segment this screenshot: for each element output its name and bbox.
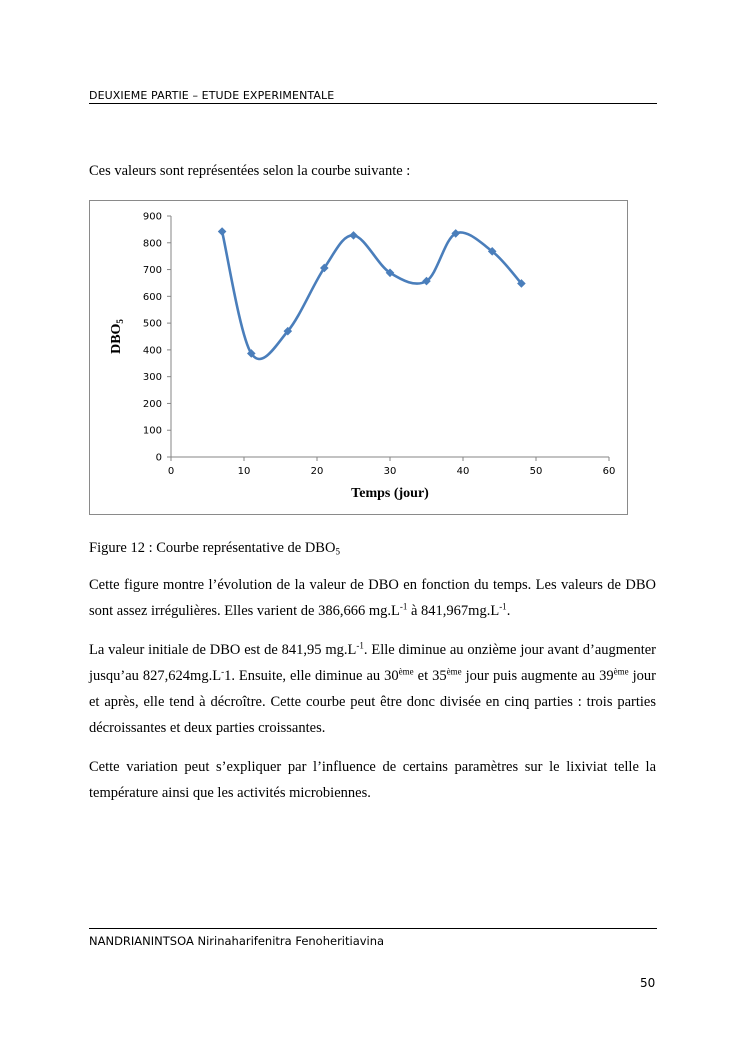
caption-subscript: 5 [335,546,340,557]
page-header: DEUXIEME PARTIE – ETUDE EXPERIMENTALE [89,89,335,102]
series-line-0 [222,232,521,359]
y-tick-label: 300 [142,372,162,384]
data-point [349,231,358,240]
y-tick-label: 500 [142,318,162,330]
y-tick-label: 100 [142,425,162,437]
x-axis-title: Temps (jour) [351,486,429,501]
intro-text: Ces valeurs sont représentées selon la courbe suivante : [89,163,411,179]
x-tick-label: 10 [237,466,251,477]
y-tick-label: 200 [142,398,162,410]
paragraph-1: Cette figure montre l’évolution de la valeur de DBO en fonction du temps. Les valeurs de DBO sont assez irrégulières. Elles varient de 386,666 $mg.L^{-1}$ à $841,967mg.L^{-1}$. [89,577,656,619]
footer-author: NANDRIANINTSOA Nirinaharifenitra Fenoheritiavina [89,934,385,948]
figure-caption [89,540,340,557]
y-tick-label: 400 [142,345,162,357]
header-rule [89,103,657,104]
x-tick-label: 40 [456,466,470,477]
paragraph-3: Cette variation peut s’expliquer par l’influence de certains paramètres sur le lixiviat telle la température ainsi que les activités microbiennes. [89,759,656,801]
y-tick-label: 600 [142,291,162,303]
caption-text: Figure 12 : Courbe représentative de DBO [89,540,336,556]
x-tick-label: 20 [310,466,324,477]
y-tick-label: 0 [155,452,162,464]
paragraph-2: La valeur initiale de DBO est de 841,95 $mg.L^{-1}$. Elle diminue au onzième jour avant d’augmenter jusqu’au 827,624mg.L-1. Ensuite, elle diminue au 30ème et 35ème jour puis augmente au 39ème jour et après, elle tend à décroître. Cette courbe peut être donc divisée en cinq parties : trois parties décroissantes et deux parties croissantes. [89,640,657,736]
chart-svg [90,201,629,516]
y-tick-label: 900 [142,211,162,223]
x-tick-label: 50 [529,466,543,477]
y-axis-title: $DBO_5$ [109,319,125,354]
x-tick-label: 60 [602,466,616,477]
y-tick-label: 700 [142,265,162,277]
footer-rule [89,928,657,929]
y-tick-label: 800 [142,238,162,250]
x-tick-label: 30 [383,466,397,477]
data-point [218,227,227,236]
page-number: 50 [640,976,656,990]
x-tick-label: 0 [167,466,175,477]
dbo-chart [89,200,628,515]
